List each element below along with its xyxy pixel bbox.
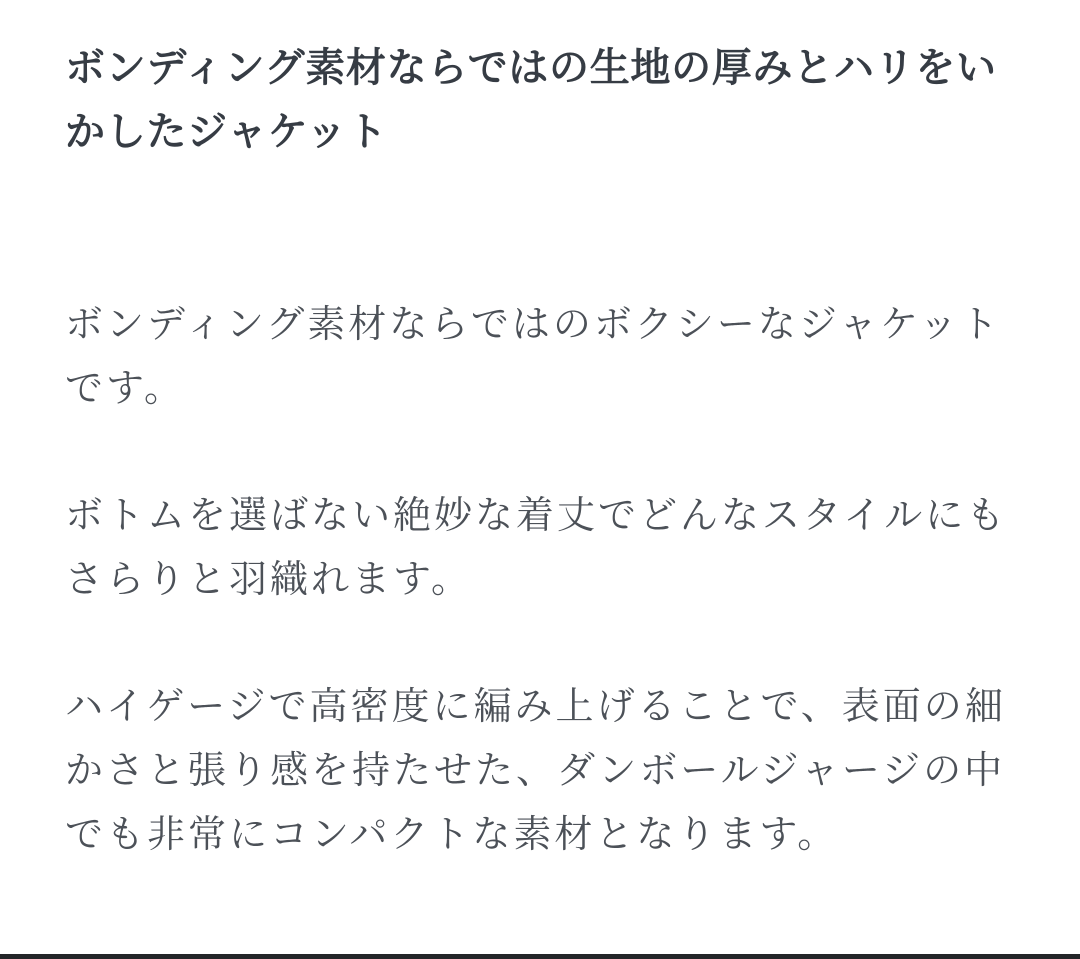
paragraph-2-line-1: ボトムを選ばない絶妙な着丈でどんなスタイルにも — [65, 495, 1008, 537]
paragraph-1-line-2: です。 — [65, 368, 185, 410]
heading-line-2: かしたジャケット — [65, 110, 388, 154]
description-heading — [65, 36, 1016, 164]
description-paragraph-1 — [65, 293, 1016, 421]
heading-line-1: ボンディング素材ならではの生地の厚みとハリをい — [65, 46, 997, 90]
paragraph-3-line-3: でも非常にコンパクトな素材となります。 — [65, 814, 839, 856]
paragraph-2-line-2: さらりと羽織れます。 — [65, 559, 472, 601]
paragraph-3-line-1: ハイゲージで高密度に編み上げることで、表面の細 — [65, 686, 1006, 728]
next-content-top-edge — [0, 954, 1080, 959]
paragraph-1-line-1: ボンディング素材ならではのボクシーなジャケット — [65, 304, 1002, 346]
paragraph-3-line-2: かさと張り感を持たせた、ダンボールジャージの中 — [65, 750, 1006, 792]
description-paragraph-3 — [65, 675, 1016, 867]
description-paragraph-2 — [65, 484, 1016, 612]
